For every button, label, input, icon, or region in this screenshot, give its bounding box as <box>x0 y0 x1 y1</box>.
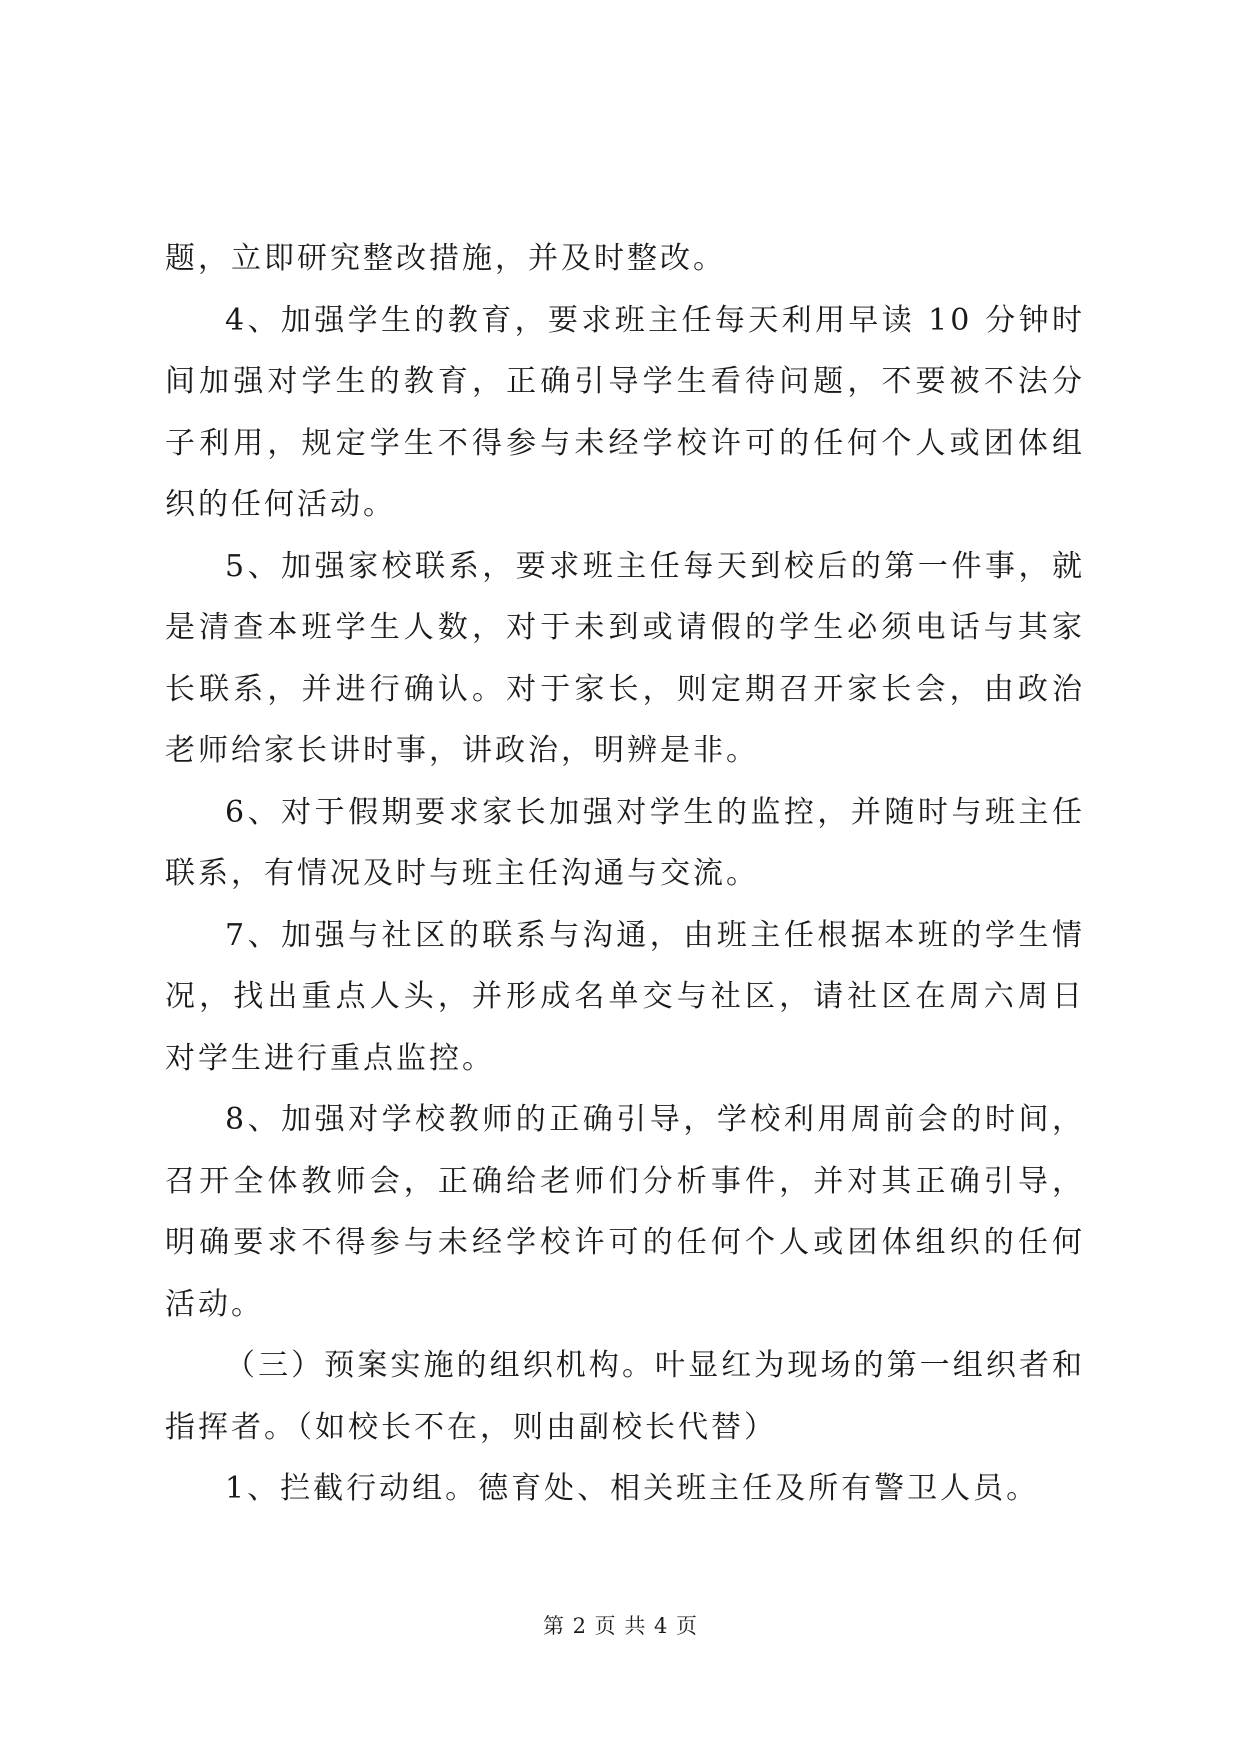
page-footer <box>0 1610 1241 1640</box>
paragraph-line: 用，规定学生不得参与未经学校许可的任何个人或团体组织的任 <box>165 425 1086 522</box>
paragraph-item-5 <box>165 536 1085 782</box>
paragraph-section-3 <box>165 1335 1085 1458</box>
paragraph-line: （三）预案实施的组织机构。叶显红为现场的第一组织者和 <box>225 1348 1085 1383</box>
paragraph-line: 5、加强家校联系，要求班主任每天到校后的第一件事，就 <box>225 548 1085 584</box>
paragraph-item-6 <box>165 782 1085 905</box>
paragraph-line: 联系，并进行确认。对于家长，则定期召开家长会，由政治老师 <box>165 671 1086 768</box>
paragraph-line: 何活动。 <box>264 487 396 522</box>
paragraph-line: 联系，有情况及时与班主任沟通与交流。 <box>165 856 759 891</box>
document-body <box>165 228 1085 1520</box>
paragraph-line: 况，找出重点人头，并形成名单交与社区，请社区在周六周日对 <box>165 979 1085 1076</box>
paragraph-line: 加强对学生的教育，正确引导学生看待问题，不要被不法分子利 <box>165 364 1086 461</box>
paragraph-item-8 <box>165 1089 1085 1335</box>
paragraph-line: 6、对于假期要求家长加强对学生的监控，并随时与班主任 <box>225 794 1085 830</box>
paragraph-subitem-1 <box>165 1458 1085 1520</box>
paragraph-line: 学生进行重点监控。 <box>198 1040 495 1076</box>
paragraph-line: 1、拦截行动组。德育处、相关班主任及所有警卫人员。 <box>225 1471 1040 1506</box>
paragraph-item-7 <box>165 905 1085 1090</box>
paragraph-line: 题，立即研究整改措施，并及时整改。 <box>165 241 726 276</box>
paragraph-line: 给家长讲时事，讲政治，明辨是非。 <box>231 733 759 768</box>
paragraph-line: 8、加强对学校教师的正确引导，学校利用周前会的时间， <box>225 1102 1085 1137</box>
paragraph-line: 召开全体教师会，正确给老师们分析事件，并对其正确引导，明 <box>165 1163 1085 1260</box>
paragraph-line: 指挥者。（如校长不在，则由副校长代替） <box>165 1409 777 1445</box>
paragraph-line: 动。 <box>198 1286 264 1322</box>
paragraph-line: 4、加强学生的教育，要求班主任每天利用早读 10 分钟时间 <box>165 302 1085 399</box>
paragraph-line: 是清查本班学生人数，对于未到或请假的学生必须电话与其家长 <box>165 610 1085 707</box>
paragraph-item-4 <box>165 290 1085 536</box>
paragraph-line: 确要求不得参与未经学校许可的任何个人或团体组织的任何活 <box>165 1225 1086 1322</box>
page-number-label: 第 2 页 共 4 页 <box>542 1614 699 1638</box>
paragraph-continuation <box>165 228 1085 290</box>
paragraph-line: 7、加强与社区的联系与沟通，由班主任根据本班的学生情 <box>225 917 1085 953</box>
